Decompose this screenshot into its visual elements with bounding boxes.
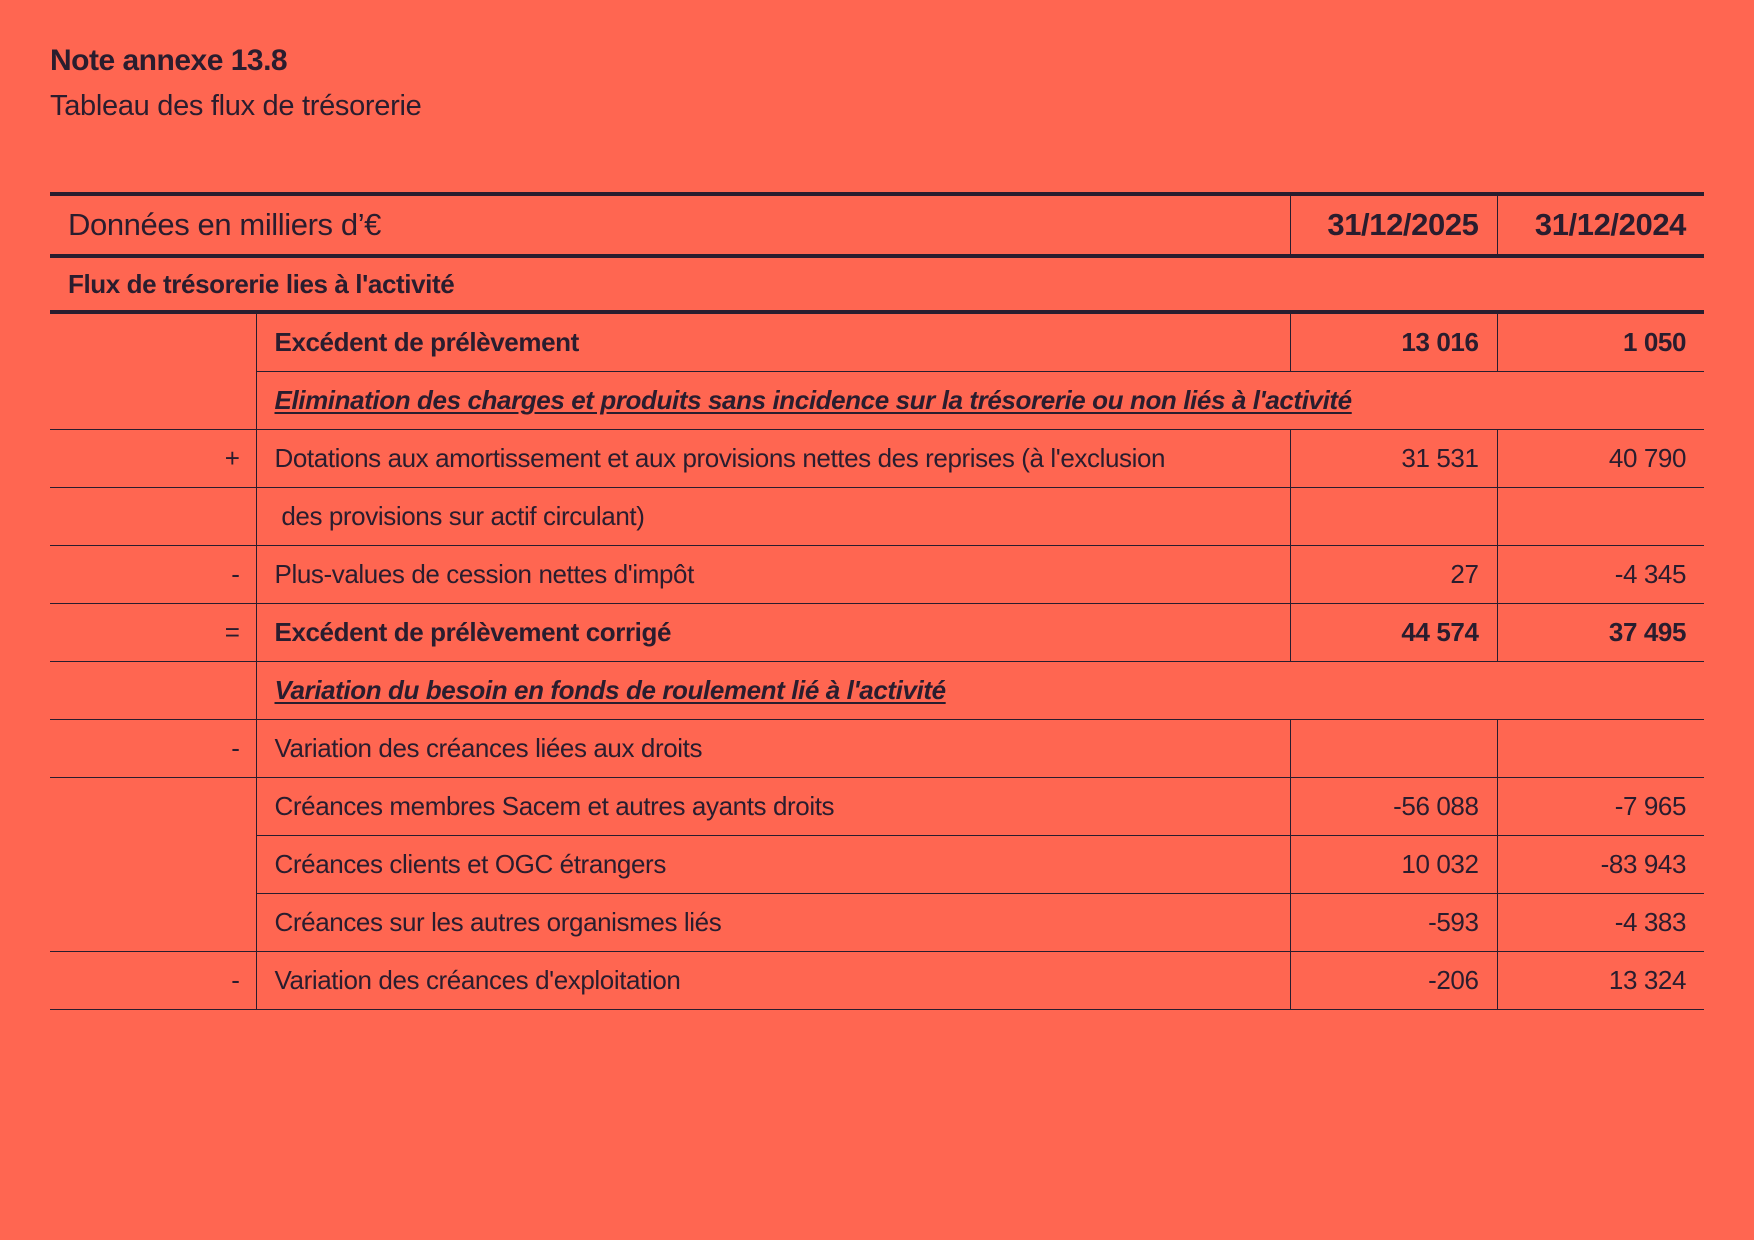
table-row	[50, 720, 1704, 778]
page-title: Note annexe 13.8	[50, 44, 288, 77]
row-sign: =	[50, 604, 256, 662]
row-value-2025: 27	[1290, 546, 1497, 604]
page-subtitle: Tableau des flux de trésorerie	[50, 90, 422, 122]
row-value-2025: 44 574	[1290, 604, 1497, 662]
year-column-2024: 31/12/2024	[1497, 194, 1704, 256]
table-row	[50, 662, 1704, 720]
table-header-row	[50, 194, 1704, 256]
row-sign	[50, 372, 256, 430]
row-label: Créances clients et OGC étrangers	[256, 836, 1290, 894]
unit-label: Données en milliers d’€	[50, 194, 1290, 256]
row-label: Créances membres Sacem et autres ayants droits	[256, 778, 1290, 836]
row-sign: -	[50, 720, 256, 778]
row-sign: +	[50, 430, 256, 488]
row-label: Dotations aux amortissement et aux provisions nettes des reprises (à l'exclusion	[256, 430, 1290, 488]
table-row	[50, 488, 1704, 546]
table-row	[50, 546, 1704, 604]
section-title: Flux de trésorerie lies à l'activité	[50, 256, 1704, 312]
row-label: Variation des créances liées aux droits	[256, 720, 1290, 778]
row-label: Créances sur les autres organismes liés	[256, 894, 1290, 952]
row-value-2025	[1290, 720, 1497, 778]
row-sign	[50, 778, 256, 836]
section-row	[50, 256, 1704, 312]
row-label: Variation des créances d'exploitation	[256, 952, 1290, 1010]
row-sign	[50, 488, 256, 546]
table-row	[50, 836, 1704, 894]
row-value-2025: 13 016	[1290, 312, 1497, 372]
row-label: des provisions sur actif circulant)	[256, 488, 1290, 546]
row-value-2024: 40 790	[1497, 430, 1704, 488]
row-value-2024: 13 324	[1497, 952, 1704, 1010]
row-value-2025: 31 531	[1290, 430, 1497, 488]
row-label	[256, 372, 1704, 430]
subheading-text: Elimination des charges et produits sans incidence sur la trésorerie ou non liés à l'activité	[274, 385, 1352, 415]
row-sign	[50, 894, 256, 952]
row-value-2024	[1497, 488, 1704, 546]
row-label: Plus-values de cession nettes d'impôt	[256, 546, 1290, 604]
table-row	[50, 312, 1704, 372]
row-value-2024: 37 495	[1497, 604, 1704, 662]
row-value-2024: -7 965	[1497, 778, 1704, 836]
row-sign	[50, 836, 256, 894]
table-row	[50, 778, 1704, 836]
row-value-2025: -593	[1290, 894, 1497, 952]
row-label	[256, 662, 1704, 720]
row-value-2024: 1 050	[1497, 312, 1704, 372]
row-value-2025: -206	[1290, 952, 1497, 1010]
row-sign	[50, 662, 256, 720]
row-value-2025: 10 032	[1290, 836, 1497, 894]
table-row	[50, 952, 1704, 1010]
row-sign: -	[50, 952, 256, 1010]
row-label: Excédent de prélèvement corrigé	[256, 604, 1290, 662]
row-value-2025	[1290, 488, 1497, 546]
row-label: Excédent de prélèvement	[256, 312, 1290, 372]
cash-flow-table	[50, 192, 1704, 1010]
table-row	[50, 604, 1704, 662]
row-value-2024	[1497, 720, 1704, 778]
row-value-2025: -56 088	[1290, 778, 1497, 836]
table-row	[50, 894, 1704, 952]
year-column-2025: 31/12/2025	[1290, 194, 1497, 256]
row-sign: -	[50, 546, 256, 604]
row-value-2024: -4 383	[1497, 894, 1704, 952]
table-row	[50, 372, 1704, 430]
row-value-2024: -4 345	[1497, 546, 1704, 604]
table-row	[50, 430, 1704, 488]
row-value-2024: -83 943	[1497, 836, 1704, 894]
subheading-text: Variation du besoin en fonds de roulement lié à l'activité	[274, 675, 946, 705]
row-sign	[50, 312, 256, 372]
